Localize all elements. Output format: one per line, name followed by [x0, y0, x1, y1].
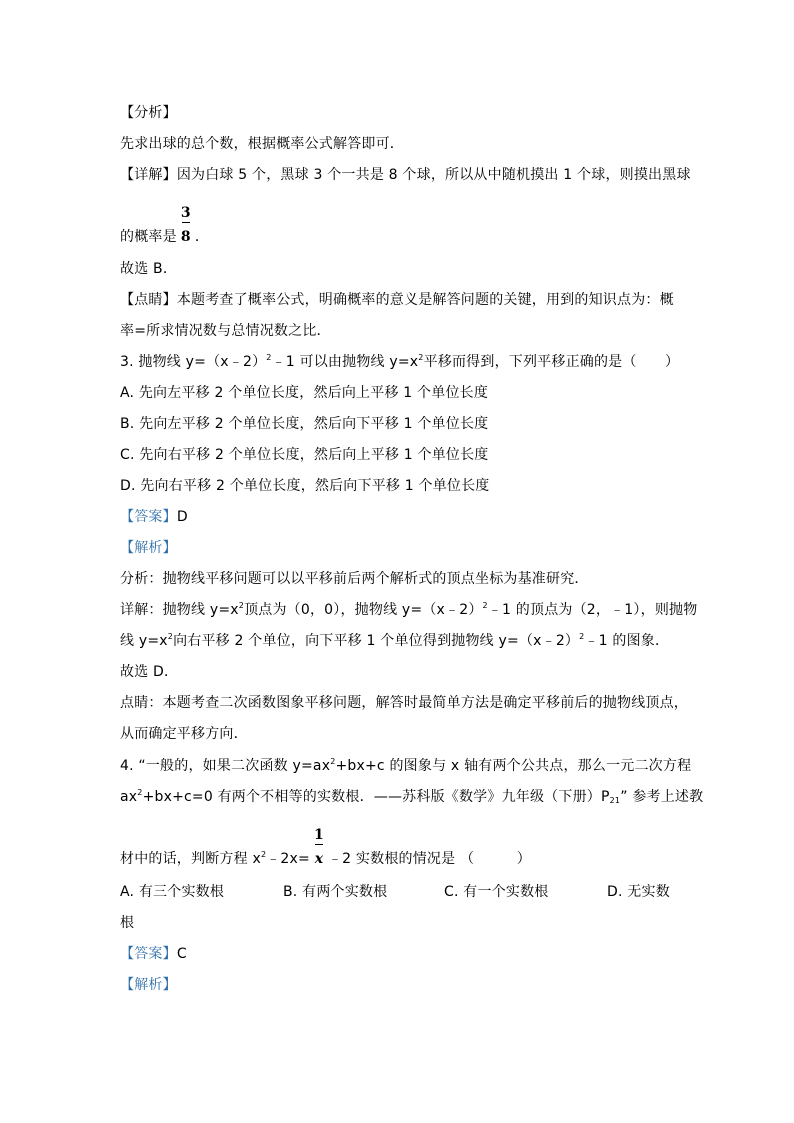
q4-stem-text: ” 参考上述教 [620, 789, 704, 805]
q3-detail-1 [120, 601, 697, 619]
option-key: B. [120, 416, 135, 432]
q4-stem-text: 材中的话，判断方程 x [120, 851, 261, 867]
answer-value: D [176, 509, 188, 525]
exponent: 2 [330, 757, 336, 766]
q4-stem-text: +bx+c=0 有两个不相等的实数根．——苏科版《数学》九年级（下册）P [142, 789, 610, 805]
q4-option-c [444, 883, 549, 901]
exponent: 2 [482, 601, 488, 610]
comment-line-1 [120, 291, 674, 309]
option-text: 有三个实数根 [138, 884, 225, 900]
fraction-bar [182, 222, 190, 223]
q4-answer [120, 945, 187, 963]
fraction-numerator: 1 [313, 827, 324, 843]
detail-text: 线 y=x [120, 633, 168, 649]
detail-text: 向右平移 2 个单位，向下平移 1 个单位得到抛物线 y=（x﹣2） [173, 633, 580, 649]
detail-text: 因为白球 5 个，黑球 3 个一共是 8 个球，所以从中随机摸出 1 个球，则摸出黑球 [176, 167, 691, 183]
q3-comment-1: 点睛：本题考查二次函数图象平移问题，解答时最简单方法是确定平移前后的抛物线顶点， [120, 695, 688, 711]
analysis-label: 【分析】 [120, 105, 177, 121]
q3-stem [120, 353, 679, 371]
exponent: 2 [266, 353, 272, 362]
detail-text: ﹣1 的图象． [584, 633, 670, 649]
detail-text-prefix: 的概率是 [120, 229, 177, 245]
comment-line-2: 率=所求情况数与总情况数之比． [120, 323, 331, 339]
option-text: 先向左平移 2 个单位长度，然后向下平移 1 个单位长度 [139, 416, 489, 432]
fraction-denominator: x [314, 851, 324, 867]
option-key: B. [283, 884, 298, 900]
comment-text: 本题考查了概率公式，明确概率的意义是解答问题的关键，用到的知识点为：概 [176, 292, 674, 308]
detail-line-2 [120, 205, 210, 246]
option-key: A. [120, 385, 135, 401]
q4-stem-3 [120, 827, 531, 868]
explain-label: 【解析】 [120, 540, 177, 556]
q3-stem-text: 3. 抛物线 y=（x﹣2） [120, 354, 267, 370]
fraction-bar [315, 844, 323, 845]
q3-option-d [120, 477, 490, 495]
q4-option-d-wrap: 根 [120, 915, 135, 931]
option-text: 无实数 [627, 884, 670, 900]
option-key: D. [120, 478, 136, 494]
option-text: 先向左平移 2 个单位长度，然后向上平移 1 个单位长度 [138, 385, 489, 401]
subscript: 21 [609, 796, 621, 805]
option-text: 有两个实数根 [302, 884, 388, 900]
exponent: 2 [167, 632, 174, 641]
option-key: C. [444, 884, 459, 900]
fraction-3-8 [180, 205, 192, 246]
option-text: 先向右平移 2 个单位长度，然后向下平移 1 个单位长度 [140, 478, 490, 494]
q4-option-a [120, 883, 224, 901]
option-text: 有一个实数根 [463, 884, 549, 900]
q3-analysis: 分析：抛物线平移问题可以以平移前后两个解析式的顶点坐标为基准研究． [120, 571, 589, 587]
answer-label: 【答案】 [120, 509, 177, 525]
detail-text: 详解：抛物线 y=x [120, 602, 239, 618]
analysis-heading [120, 104, 177, 122]
q4-stem-1 [120, 757, 691, 775]
q3-comment-2: 从而确定平移方向． [120, 726, 248, 742]
fraction-numerator: 3 [180, 205, 191, 221]
detail-label: 【详解】 [120, 167, 177, 183]
q4-stem-text: +bx+c 的图象与 x 轴有两个公共点，那么一元二次方程 [335, 758, 692, 774]
detail-text: 顶点为（0，0），抛物线 y=（x﹣2） [244, 602, 483, 618]
answer-label: 【答案】 [120, 946, 177, 962]
exponent: 2 [137, 788, 143, 797]
comment-label: 【点睛】 [120, 292, 177, 308]
q4-stem-text: ax [120, 789, 138, 805]
q3-option-b [120, 415, 488, 433]
q4-option-d [607, 883, 670, 901]
q3-detail-2 [120, 632, 669, 650]
exponent: 2 [260, 850, 267, 859]
option-key: C. [120, 447, 135, 463]
q3-answer [120, 508, 188, 526]
q4-stem-text: ﹣2 实数根的情况是 （ ） [327, 851, 531, 867]
option-key: A. [120, 884, 135, 900]
detail-text: ﹣1 的顶点为（2，﹣1），则抛物 [487, 602, 698, 618]
q3-stem-text: 平移而得到，下列平移正确的是（ ） [423, 354, 680, 370]
q3-stem-text: ﹣1 可以由抛物线 y=x [271, 354, 419, 370]
q4-explain-heading [120, 976, 177, 994]
q4-stem-text: ﹣2x= [266, 851, 310, 867]
exponent: 2 [238, 601, 245, 610]
explain-label: 【解析】 [120, 977, 177, 993]
fraction-1-over-x [313, 827, 325, 868]
detail-text-suffix: ． [194, 229, 210, 245]
q3-option-a [120, 384, 488, 402]
q4-stem-text: 4. “一般的，如果二次函数 y=ax [120, 758, 331, 774]
detail-line-1 [120, 166, 691, 184]
exponent: 2 [418, 353, 424, 362]
option-key: D. [607, 884, 623, 900]
q4-stem-2 [120, 788, 703, 806]
answer-value: C [176, 946, 187, 962]
q3-choice: 故选 D． [120, 664, 179, 680]
fraction-denominator: 8 [180, 229, 191, 245]
option-text: 先向右平移 2 个单位长度，然后向上平移 1 个单位长度 [139, 447, 489, 463]
q3-explain-heading [120, 539, 177, 557]
q2-choice: 故选 B． [120, 261, 178, 277]
exponent: 2 [579, 632, 585, 641]
q4-option-b [283, 883, 387, 901]
q3-option-c [120, 446, 489, 464]
analysis-text: 先求出球的总个数，根据概率公式解答即可． [120, 136, 404, 152]
